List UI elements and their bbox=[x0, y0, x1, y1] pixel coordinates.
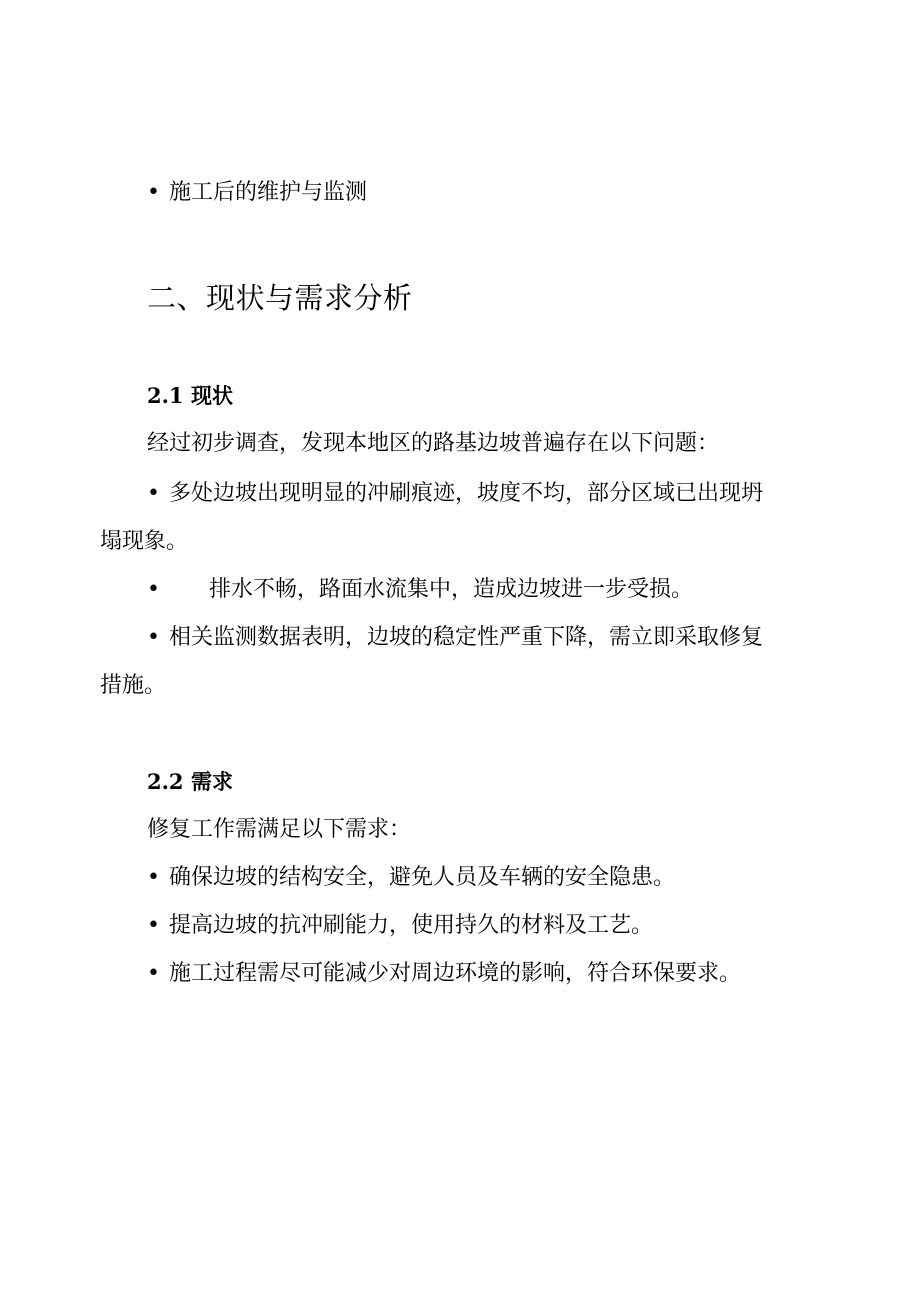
bullet-marker: • bbox=[147, 577, 160, 602]
subsection-title: 现状 bbox=[191, 383, 233, 408]
list-item bbox=[147, 950, 741, 998]
bullet-marker: • bbox=[147, 961, 160, 986]
subsection-number: 2.2 bbox=[147, 769, 184, 794]
status-intro: 经过初步调查，发现本地区的路基边坡普遍存在以下问题： bbox=[147, 431, 720, 456]
list-item-text: 提高边坡的抗冲刷能力，使用持久的材料及工艺。 bbox=[169, 913, 654, 938]
list-item bbox=[147, 614, 763, 662]
list-item bbox=[147, 902, 653, 950]
list-item-continuation: 塌现象。 bbox=[100, 529, 189, 554]
list-item-continuation: 措施。 bbox=[100, 673, 167, 698]
list-item-text: 确保边坡的结构安全，避免人员及车辆的安全隐患。 bbox=[169, 865, 676, 890]
subsection-heading-status bbox=[147, 380, 233, 412]
list-item bbox=[147, 470, 763, 518]
subsection-title: 需求 bbox=[191, 769, 233, 794]
needs-intro: 修复工作需满足以下需求： bbox=[147, 817, 412, 842]
bullet-marker: • bbox=[147, 865, 160, 890]
list-item-text: 排水不畅，路面水流集中，造成边坡进一步受损。 bbox=[209, 577, 694, 602]
list-item-text: 相关监测数据表明，边坡的稳定性严重下降，需立即采取修复 bbox=[169, 625, 764, 650]
list-item bbox=[147, 169, 367, 217]
bullet-marker: • bbox=[147, 625, 160, 650]
section-heading: 二、现状与需求分析 bbox=[147, 281, 413, 315]
bullet-marker: • bbox=[147, 481, 160, 506]
subsection-number: 2.1 bbox=[147, 383, 184, 408]
subsection-heading-needs bbox=[147, 766, 233, 798]
bullet-marker: • bbox=[147, 913, 160, 938]
bullet-marker: • bbox=[147, 180, 160, 205]
list-item-text: 施工过程需尽可能减少对周边环境的影响，符合环保要求。 bbox=[169, 961, 742, 986]
list-item-text: 施工后的维护与监测 bbox=[169, 180, 368, 205]
list-item bbox=[147, 566, 693, 614]
list-item-text: 多处边坡出现明显的冲刷痕迹，坡度不均，部分区域已出现坍 bbox=[169, 481, 764, 506]
list-item bbox=[147, 854, 675, 902]
